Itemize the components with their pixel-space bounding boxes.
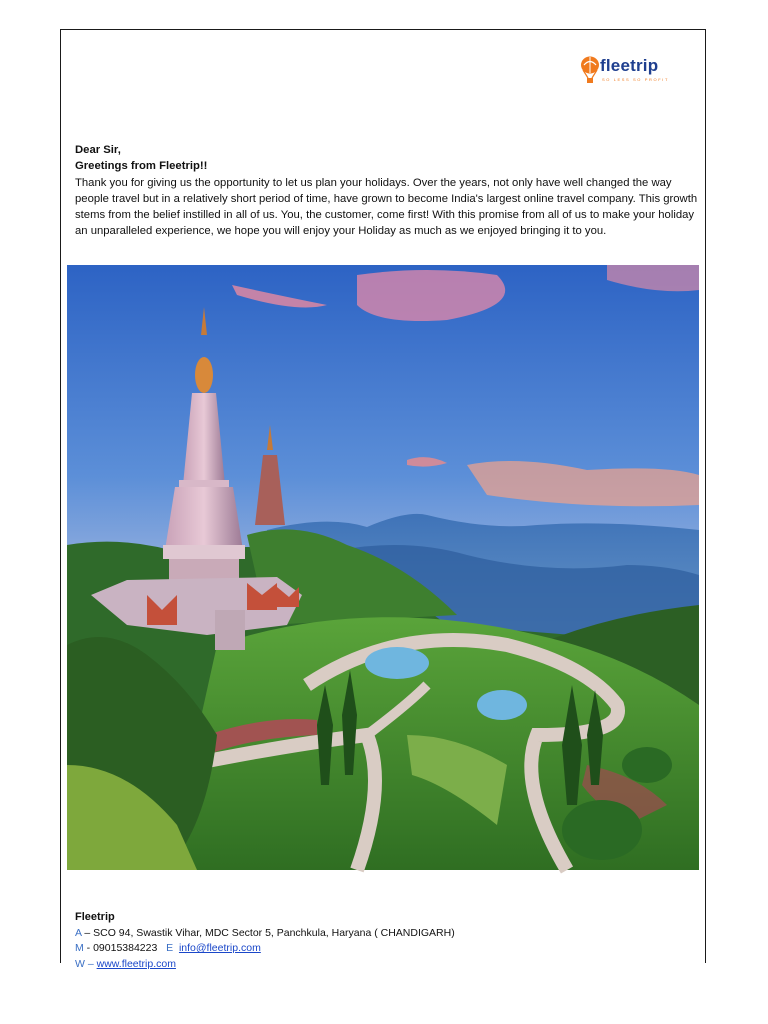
- web-link[interactable]: www.fleetrip.com: [96, 957, 176, 970]
- footer-phone-line: M - 09015384223 E info@fleetrip.com: [75, 942, 261, 954]
- brand-logo: [580, 56, 690, 86]
- brand-tagline: SO LESS SO PROFIT: [602, 77, 669, 82]
- address-key: A: [75, 926, 82, 939]
- document-page: [60, 29, 706, 970]
- brand-name: fleetrip: [600, 56, 659, 75]
- email-key: E: [166, 942, 174, 954]
- footer-address-line: A – SCO 94, Swastik Vihar, MDC Sector 5, Panchkula, Haryana ( CHANDIGARH): [75, 926, 455, 939]
- web-key: W: [75, 957, 85, 970]
- footer-company: Fleetrip: [75, 911, 115, 923]
- letter-paragraph: Thank you for giving us the opportunity to let us plan your holidays. Over the years, not only have well changed the way people travel but in a relatively short period of time, have grown to become India's largest online travel company. This growth stems from the belief instilled in all of us. You, the customer, come first! With this promise from all of us to make your holiday an unparalleled experience, we hope you will enjoy your Holiday as much as we enjoyed bringing it to you.: [75, 176, 698, 238]
- footer-contact: [75, 910, 695, 972]
- address-value: SCO 94, Swastik Vihar, MDC Sector 5, Panchkula, Haryana ( CHANDIGARH): [93, 926, 455, 939]
- greeting: Greetings from Fleetrip!!: [75, 160, 208, 173]
- temple-landscape-image: [67, 265, 699, 870]
- balloon-icon: [580, 56, 600, 84]
- phone-key: M: [75, 942, 84, 954]
- salutation: Dear Sir,: [75, 144, 121, 156]
- phone-value: 09015384223: [93, 942, 158, 954]
- email-link[interactable]: info@fleetrip.com: [178, 942, 261, 954]
- footer-web-line: W – www.fleetrip.com: [75, 957, 176, 970]
- letter-body: [75, 142, 703, 240]
